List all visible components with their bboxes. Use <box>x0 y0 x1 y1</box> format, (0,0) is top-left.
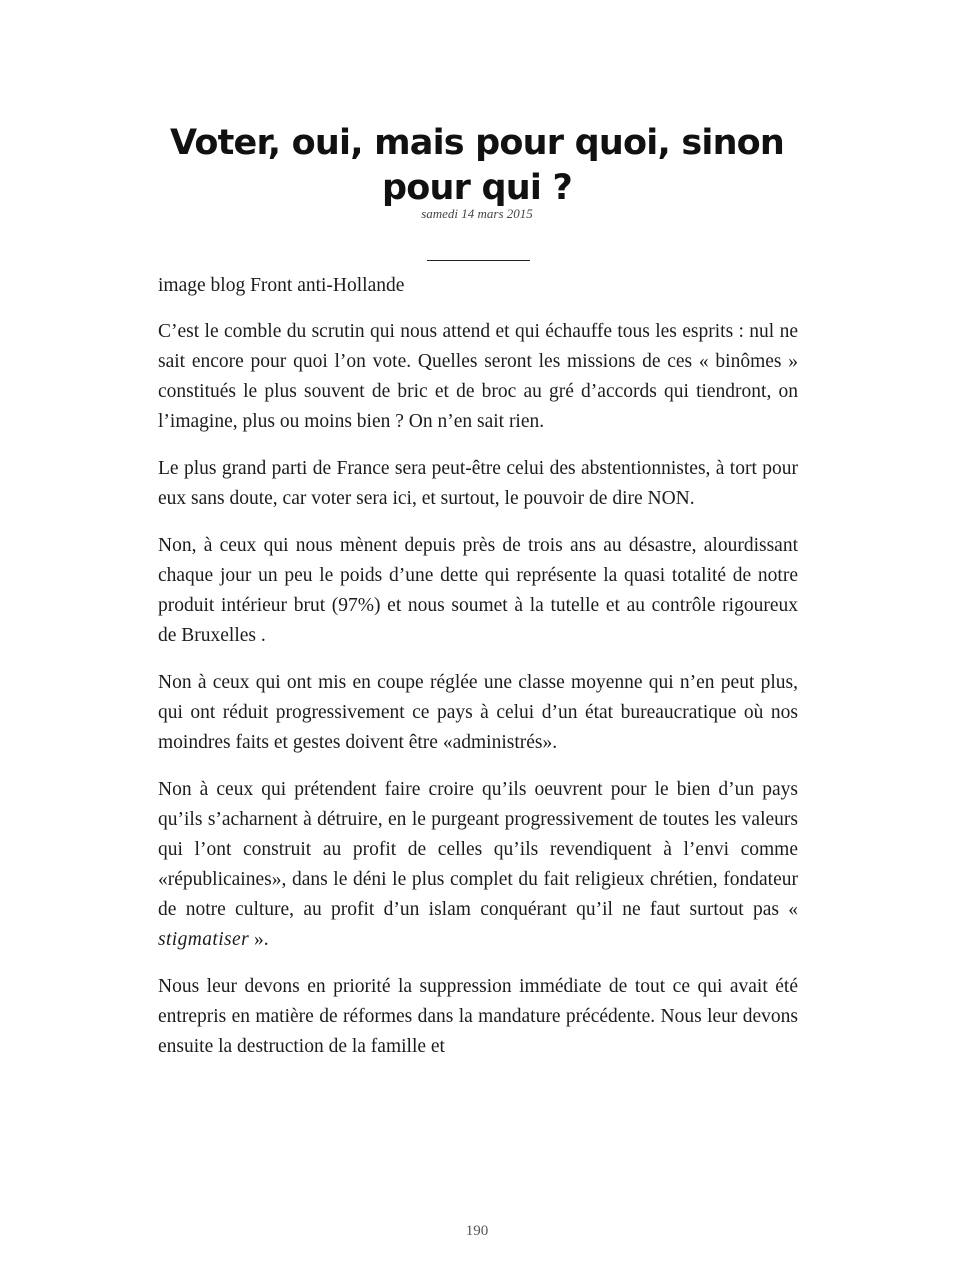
paragraph: Le plus grand parti de France sera peut-être celui des abstentionnistes, à tort pour eux sans doute, car voter sera ici, et surtout, le pouvoir de dire NON. <box>158 458 798 509</box>
paragraph-text: Non à ceux qui prétendent faire croire qu’ils oeuvrent pour le bien d’un pays qu’ils s’acharnent à détruire, en le purgeant progressivement de toutes les valeurs qui l’ont construit au profit de celles qu’ils revendiquent à l’envi comme «républicaines», dans le déni le plus complet du fait religieux chrétien, fondateur de notre culture, au profit d’un islam conquérant qu’il ne faut surtout pas « <box>158 779 798 920</box>
paragraph: Nous leur devons en priorité la suppression immédiate de tout ce qui avait été entrepris en matière de réformes dans la mandature précédente. Nous leur devons ensuite la destruction de la famille et <box>158 976 798 1057</box>
article-title: Voter, oui, mais pour quoi, sinon pour qui ? <box>169 123 785 208</box>
paragraph-tail: ». <box>249 929 269 950</box>
title-separator <box>427 260 530 261</box>
image-caption: image blog Front anti-Hollande <box>158 275 405 296</box>
paragraph <box>158 775 798 955</box>
paragraph: Non à ceux qui ont mis en coupe réglée une classe moyenne qui n’en peut plus, qui ont réduit progressivement ce pays à celui d’un état bureaucratique où nos moindres faits et gestes doivent être «administrés». <box>158 672 798 753</box>
article-date: samedi 14 mars 2015 <box>421 206 533 221</box>
emphasized-word: stigmatiser <box>158 929 250 950</box>
paragraph: C’est le comble du scrutin qui nous attend et qui échauffe tous les esprits : nul ne sait encore pour quoi l’on vote. Quelles seront les missions de ces « binômes » constitués le plus souvent de bric et de broc au gré d’accords qui tiendront, on l’imagine, plus ou moins bien ? On n’en sait rien. <box>158 321 798 432</box>
page-number: 190 <box>465 1223 489 1239</box>
article-body <box>158 271 798 1079</box>
paragraph: Non, à ceux qui nous mènent depuis près de trois ans au désastre, alourdissant chaque jour un peu le poids d’une dette qui représente la quasi totalité de notre produit intérieur brut (97%) et nous soumet à la tutelle et au contrôle rigoureux de Bruxelles . <box>158 535 798 646</box>
